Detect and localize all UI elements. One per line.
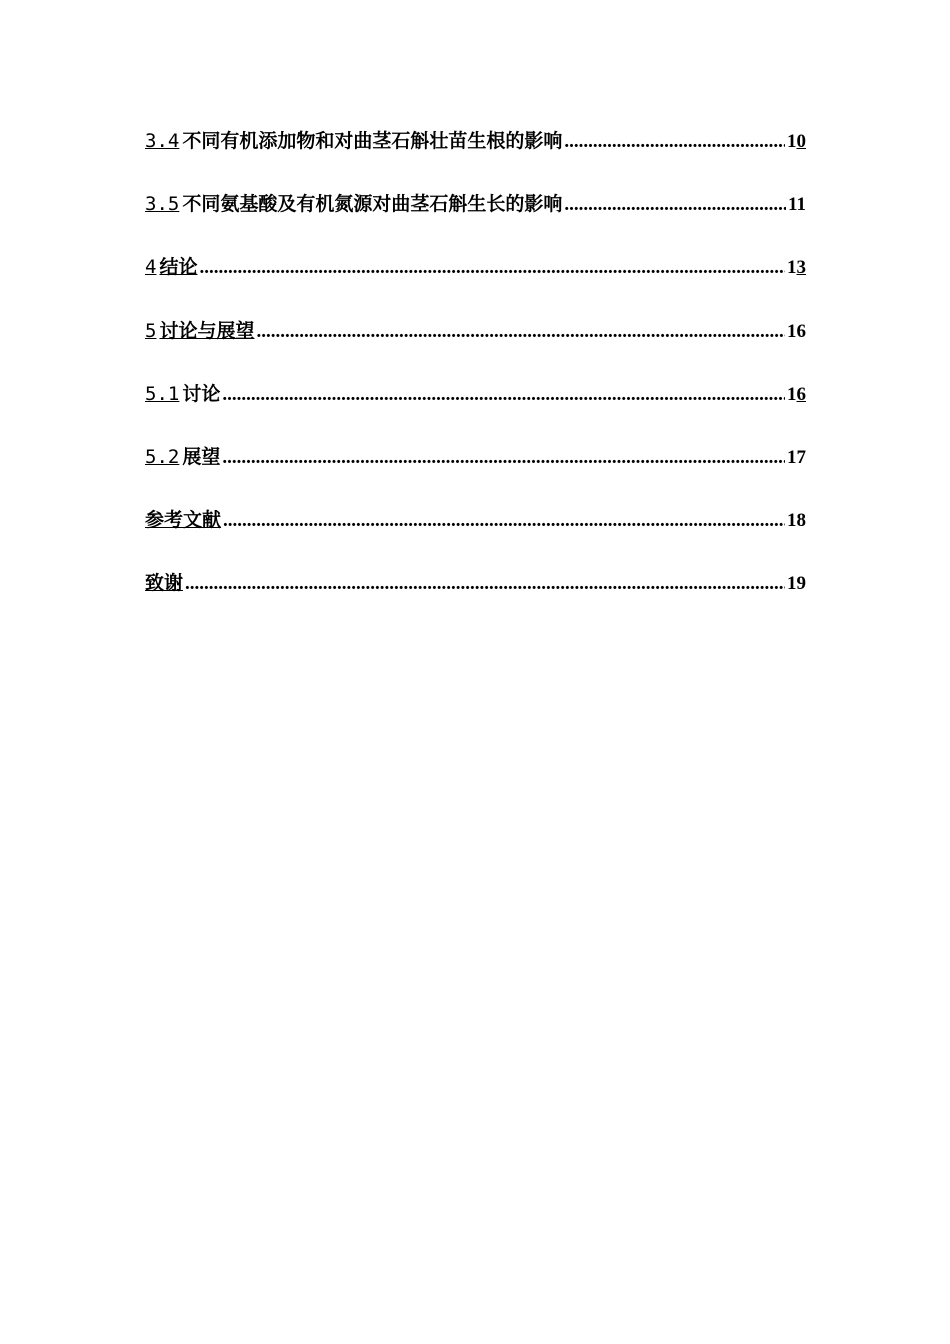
- toc-entry-page: [787, 321, 806, 343]
- toc-entry-number: 4: [145, 256, 157, 279]
- toc-entry-number: 5.2: [145, 445, 180, 468]
- dot-leader: [222, 447, 785, 469]
- toc-entry-title: 不同氨基酸及有机氮源对曲茎石斛生长的影响: [182, 193, 563, 216]
- page-number-part: 19: [787, 573, 806, 595]
- toc-entry-number: 5: [145, 319, 157, 342]
- page-number-part: 0: [796, 131, 806, 152]
- toc-entry-title: 展望: [182, 445, 221, 468]
- toc-entry-page: [787, 131, 806, 153]
- toc-entry-4[interactable]: [145, 252, 806, 315]
- toc-entry-number: 5.1: [145, 382, 180, 405]
- toc-entry-number: 3.4: [145, 130, 180, 152]
- toc-entry-page: [787, 510, 806, 532]
- toc-entry-number: 3.5: [145, 193, 180, 216]
- page-number-part: 1: [787, 257, 797, 279]
- toc-entry-page: [787, 573, 806, 595]
- toc-entry-references[interactable]: [145, 505, 806, 568]
- toc-entry-title: 致谢: [145, 572, 184, 595]
- toc-entry-5-1[interactable]: [145, 379, 806, 442]
- toc-entry-5-2[interactable]: [145, 442, 806, 505]
- page-number-part: 6: [796, 383, 806, 405]
- toc-entry-3-5[interactable]: [145, 189, 806, 252]
- toc-entry-title: 结论: [159, 256, 198, 279]
- toc-entry-acknowledgements[interactable]: [145, 568, 806, 631]
- toc-entry-page: [787, 384, 806, 406]
- toc-entry-page: [788, 194, 806, 216]
- dot-leader: [256, 321, 785, 343]
- toc-entry-3-4[interactable]: [145, 126, 806, 189]
- dot-leader: [564, 194, 786, 216]
- page-number-part: 1: [787, 131, 797, 152]
- toc-entry-title: 参考文献: [145, 509, 222, 532]
- dot-leader: [222, 384, 785, 406]
- toc-entry-page: [787, 257, 806, 279]
- page-number-part: 18: [787, 510, 806, 532]
- toc-entry-title: 不同有机添加物和对曲茎石斛壮苗生根的影响: [182, 130, 563, 152]
- dot-leader: [564, 131, 785, 153]
- page-number-part: 17: [787, 446, 806, 468]
- dot-leader: [185, 573, 785, 595]
- page-number-part: 3: [796, 257, 806, 279]
- dot-leader: [199, 257, 785, 279]
- toc-entry-title: 讨论: [182, 382, 221, 405]
- toc-entry-page: [787, 447, 806, 469]
- page-number-part: 1: [787, 383, 797, 405]
- toc-entry-5[interactable]: [145, 316, 806, 379]
- toc-entry-title: 讨论与展望: [159, 319, 255, 342]
- page-number-part: 16: [787, 320, 806, 342]
- dot-leader: [223, 510, 785, 532]
- page-number-part: 11: [788, 194, 806, 216]
- table-of-contents: [145, 126, 806, 632]
